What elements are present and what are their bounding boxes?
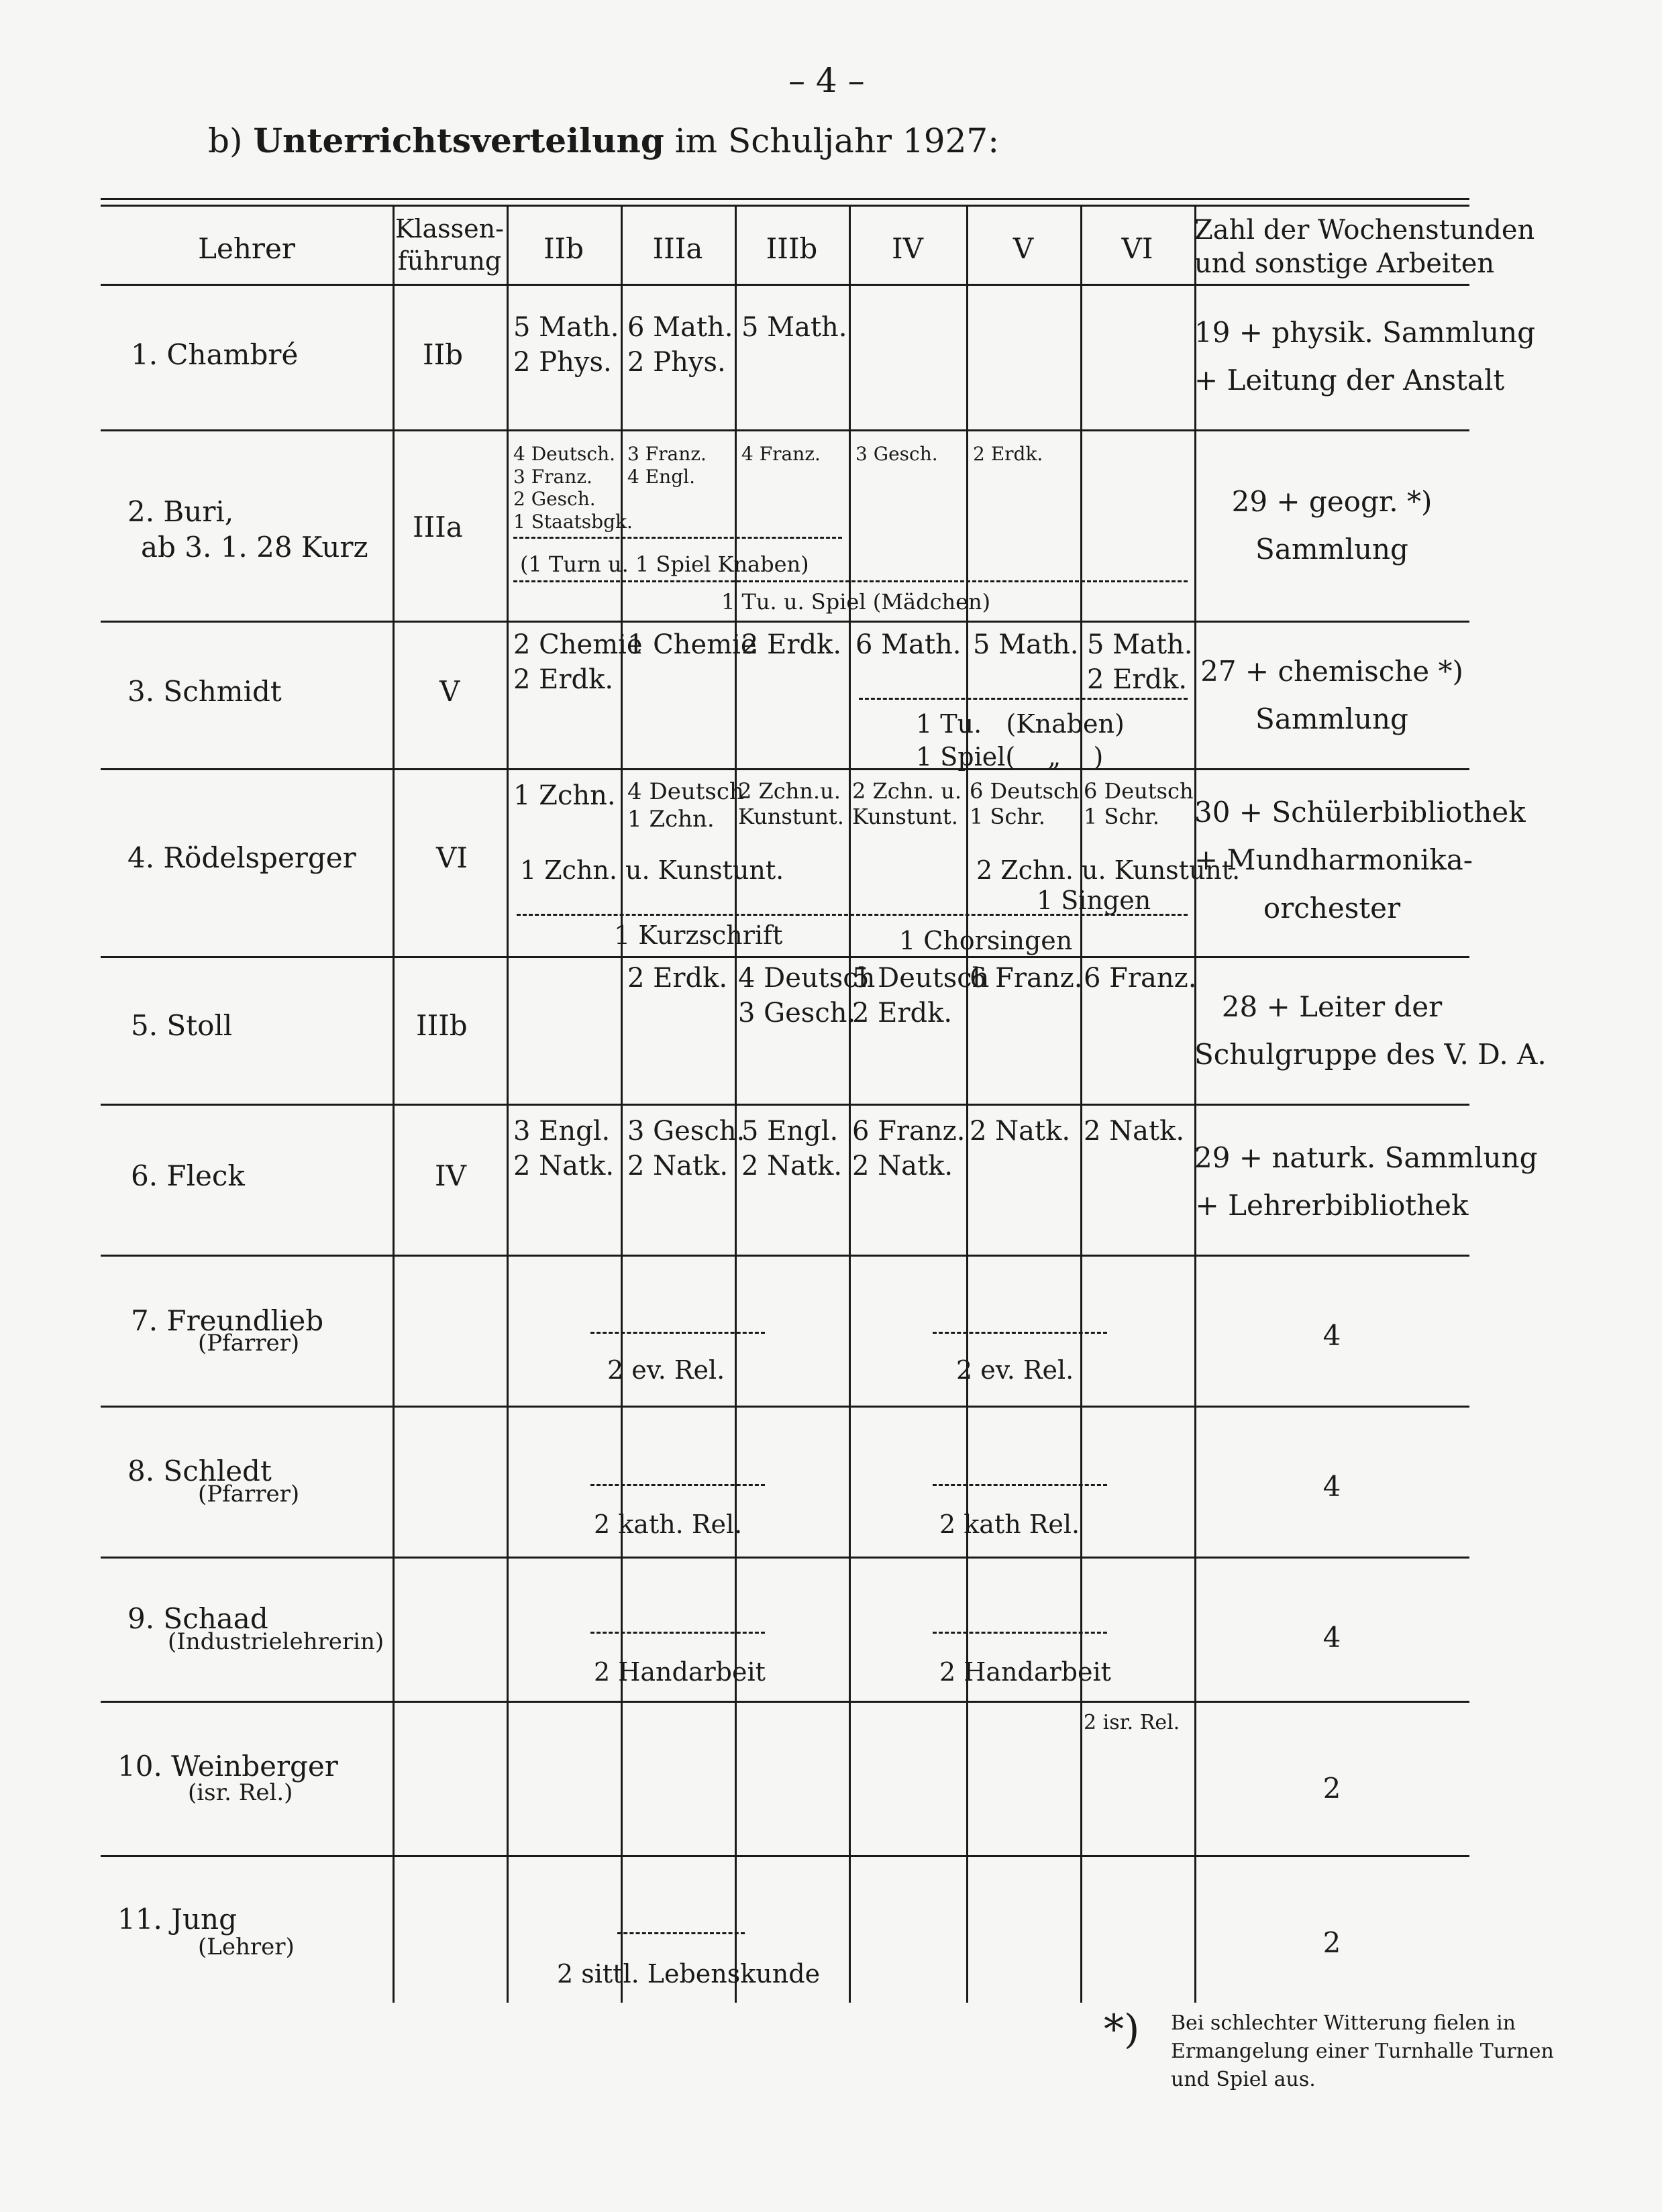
header-class-lead: Klassen- führung	[395, 214, 504, 276]
row11-span-1: 2 sittl. Lebenskunde	[557, 1959, 821, 1989]
row3-span-rule	[859, 698, 1188, 700]
col-rule-1	[393, 205, 395, 2003]
row2-span-rule-2	[513, 580, 1188, 582]
header-teacher: Lehrer	[198, 232, 295, 265]
table-top-rule-2	[101, 205, 1469, 207]
col-rule-7	[1080, 205, 1082, 2003]
row-rule-10	[101, 1855, 1469, 1857]
row4-IV: 2 Zchn. u. Kunstunt.	[852, 778, 962, 830]
row-rule-7	[101, 1406, 1469, 1408]
row10-teacher: 10. Weinberger	[117, 1750, 338, 1783]
row6-IIIb: 5 Engl. 2 Natk.	[741, 1116, 843, 1181]
col-rule-6	[966, 205, 968, 2003]
row2-IIb: 4 Deutsch. 3 Franz. 2 Gesch. 1 Staatsbgk.	[513, 443, 633, 533]
header-notes: Zahl der Wochenstunden und sonstige Arbeiten	[1194, 215, 1535, 279]
row2-span-girls: 1 Tu. u. Spiel (Mädchen)	[721, 589, 991, 615]
row3-span-sports: 1 Tu. (Knaben) 1 Spiel( „ )	[916, 709, 1125, 772]
row2-teacher-sub: ab 3. 1. 28 Kurz	[141, 531, 368, 564]
row2-span-rule-1	[513, 537, 842, 539]
row9-span-2: 2 Handarbeit	[939, 1657, 1111, 1687]
row9-span-rule-2	[933, 1632, 1107, 1634]
row1-notes: 19 + physik. Sammlung + Leitung der Anstalt	[1194, 316, 1536, 397]
heading-prefix: b)	[208, 121, 243, 160]
row3-class: V	[439, 675, 460, 708]
row4-span-drawing-1: 1 Zchn. u. Kunstunt.	[520, 855, 784, 885]
row9-teacher-sub: (Industrielehrerin)	[168, 1628, 384, 1655]
row-rule-1	[101, 429, 1469, 431]
row3-V: 5 Math.	[973, 629, 1079, 660]
row5-V: 6 Franz.	[970, 963, 1083, 994]
row9-span-rule-1	[590, 1632, 765, 1634]
row3-notes: 27 + chemische *) Sammlung	[1200, 655, 1463, 736]
row7-notes: 4	[1322, 1319, 1341, 1352]
row7-teacher: 7. Freundlieb	[131, 1304, 324, 1337]
col-rule-2	[507, 205, 509, 2003]
row4-span-rule	[517, 914, 1188, 916]
row8-notes: 4	[1322, 1470, 1341, 1503]
row3-VI: 5 Math. 2 Erdk.	[1087, 629, 1193, 695]
row3-IIIb: 2 Erdk.	[741, 629, 842, 660]
row-rule-4	[101, 956, 1469, 958]
row4-IIb: 1 Zchn.	[513, 780, 616, 811]
row7-span-rule-1	[590, 1332, 765, 1334]
row-rule-9	[101, 1701, 1469, 1703]
row11-span-rule	[617, 1932, 745, 1934]
row2-IV: 3 Gesch.	[855, 443, 938, 465]
row6-IIIa: 3 Gesch. 2 Natk.	[627, 1116, 745, 1181]
row10-notes: 2	[1322, 1772, 1341, 1805]
row1-IIb: 5 Math. 2 Phys.	[513, 312, 619, 378]
row4-span-choir: 1 Chorsingen	[899, 926, 1073, 955]
row9-teacher: 9. Schaad	[127, 1602, 268, 1635]
header-IIIa: IIIa	[652, 232, 703, 265]
row7-teacher-sub: (Pfarrer)	[198, 1330, 300, 1357]
row4-class: VI	[436, 841, 468, 874]
row2-teacher: 2. Buri,	[127, 495, 234, 528]
row8-span-rule-1	[590, 1484, 765, 1486]
row6-IV: 6 Franz. 2 Natk.	[852, 1116, 966, 1181]
row8-span-rule-2	[933, 1484, 1107, 1486]
row7-span-2: 2 ev. Rel.	[956, 1355, 1074, 1385]
row5-IIIb: 4 Deutsch 3 Gesch.	[738, 963, 876, 1029]
row1-IIIa: 6 Math. 2 Phys.	[627, 312, 733, 378]
row2-class: IIIa	[413, 511, 463, 543]
row8-teacher-sub: (Pfarrer)	[198, 1481, 300, 1508]
row11-teacher: 11. Jung	[117, 1903, 237, 1936]
row1-IIIb: 5 Math.	[741, 312, 847, 343]
row6-notes: 29 + naturk. Sammlung + Lehrerbibliothek	[1194, 1141, 1538, 1222]
row-rule-5	[101, 1104, 1469, 1106]
row6-class: IV	[435, 1159, 466, 1192]
row4-span-shorthand: 1 Kurzschrift	[614, 920, 783, 950]
header-IIIb: IIIb	[766, 232, 818, 265]
row4-teacher: 4. Rödelsperger	[127, 841, 356, 874]
row3-IV: 6 Math.	[855, 629, 962, 660]
row2-notes: 29 + geogr. *) Sammlung	[1231, 485, 1433, 566]
row5-class: IIIb	[416, 1009, 468, 1042]
row10-teacher-sub: (isr. Rel.)	[188, 1779, 293, 1806]
table-top-rule	[101, 198, 1469, 200]
col-rule-8	[1194, 205, 1196, 2003]
row7-span-1: 2 ev. Rel.	[607, 1355, 725, 1385]
col-rule-4	[735, 205, 737, 2003]
row10-VI: 2 isr. Rel.	[1084, 1711, 1180, 1734]
row2-V: 2 Erdk.	[973, 443, 1043, 465]
row9-span-1: 2 Handarbeit	[594, 1657, 766, 1687]
row8-teacher: 8. Schledt	[127, 1455, 272, 1487]
header-V: V	[1012, 232, 1034, 265]
row1-class: IIb	[423, 338, 464, 371]
row4-V: 6 Deutsch 1 Schr.	[970, 778, 1080, 830]
row7-span-rule-2	[933, 1332, 1107, 1334]
header-bottom-rule	[101, 284, 1469, 286]
footnote-text: Bei schlechter Witterung fielen in Ermangelung einer Turnhalle Turnen und Spiel aus.	[1171, 2011, 1554, 2091]
row2-IIIb: 4 Franz.	[741, 443, 821, 465]
row4-span-singing: 1 Singen	[1037, 886, 1151, 915]
footnote-mark: *)	[1104, 2006, 1140, 2053]
row3-IIb: 2 Chemie 2 Erdk.	[513, 629, 643, 695]
row4-notes: 30 + Schülerbibliothek + Mundharmonika- orchester	[1194, 796, 1526, 925]
header-VI: VI	[1121, 232, 1153, 265]
row2-IIIa: 3 Franz. 4 Engl.	[627, 443, 707, 488]
row2-span-boys: (1 Turn u. 1 Spiel Knaben)	[520, 551, 809, 577]
row5-VI: 6 Franz.	[1084, 963, 1197, 994]
row-rule-6	[101, 1255, 1469, 1257]
col-rule-5	[849, 205, 851, 2003]
row5-IV: 5 Deutsch 2 Erdk.	[852, 963, 990, 1029]
row6-IIb: 3 Engl. 2 Natk.	[513, 1116, 615, 1181]
row4-VI: 6 Deutsch 1 Schr.	[1084, 778, 1194, 830]
row5-IIIa: 2 Erdk.	[627, 963, 728, 994]
row4-IIIb: 2 Zchn.u. Kunstunt.	[738, 778, 844, 830]
row8-span-1: 2 kath. Rel.	[594, 1510, 743, 1539]
row5-teacher: 5. Stoll	[131, 1009, 233, 1042]
row-rule-2	[101, 621, 1469, 623]
header-IIb: IIb	[543, 232, 584, 265]
row3-teacher: 3. Schmidt	[127, 675, 282, 708]
row11-notes: 2	[1322, 1926, 1341, 1959]
heading-title: Unterrichtsverteilung	[253, 121, 664, 160]
row8-span-2: 2 kath Rel.	[939, 1510, 1080, 1539]
row6-VI: 2 Natk.	[1084, 1116, 1185, 1147]
row9-notes: 4	[1322, 1621, 1341, 1654]
row3-IIIa: 1 Chemie	[627, 629, 757, 660]
row11-teacher-sub: (Lehrer)	[198, 1934, 295, 1960]
header-IV: IV	[892, 232, 923, 265]
row6-teacher: 6. Fleck	[131, 1159, 245, 1192]
row-rule-8	[101, 1557, 1469, 1559]
row1-teacher: 1. Chambré	[131, 338, 299, 371]
row6-V: 2 Natk.	[970, 1116, 1071, 1147]
row-rule-3	[101, 768, 1469, 770]
heading-rest: im Schuljahr 1927:	[674, 121, 1000, 160]
row5-notes: 28 + Leiter der Schulgruppe des V. D. A.	[1194, 990, 1547, 1071]
row4-span-drawing-2: 2 Zchn. u. Kunstunt.	[976, 855, 1241, 885]
row4-IIIa: 4 Deutsch 1 Zchn.	[627, 778, 744, 833]
page-number: – 4 –	[788, 61, 865, 100]
